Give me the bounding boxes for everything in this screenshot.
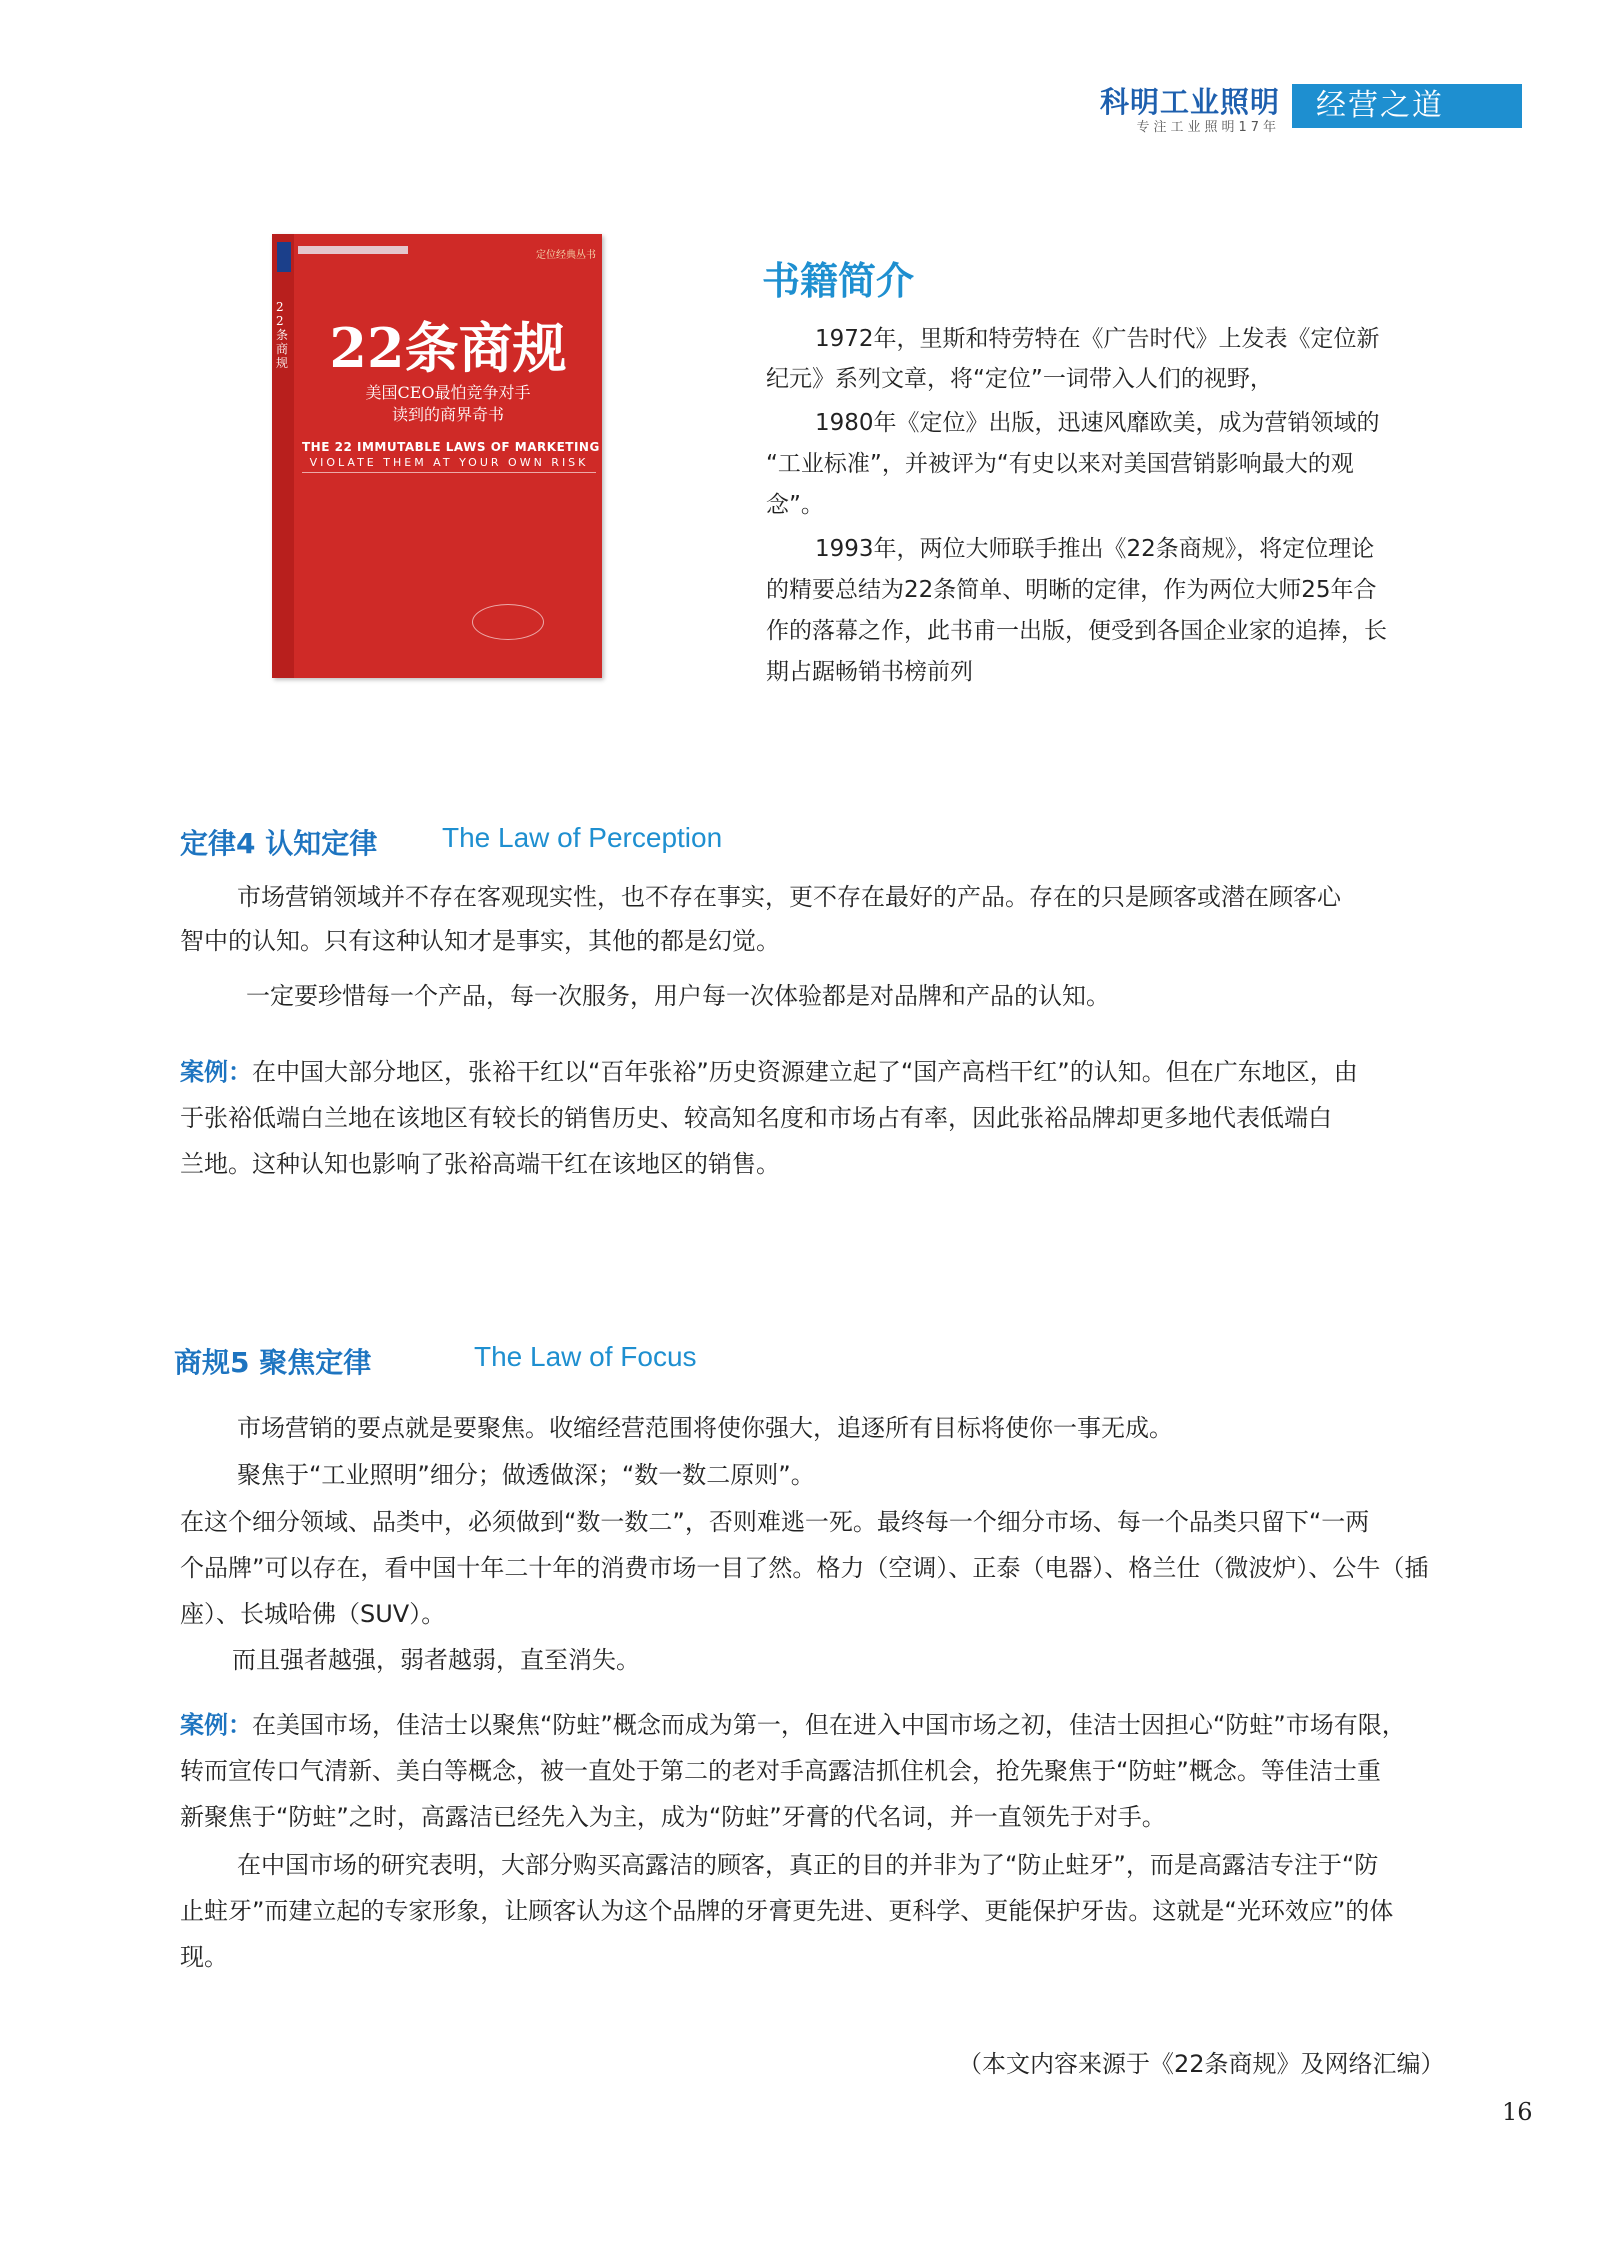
law5-case-line: 转而宣传口气清新、美白等概念，被一直处于第二的老对手高露洁抓住机会，抢先聚焦于“防蛀”概念。等佳洁士重 xyxy=(180,1757,1381,1785)
book-subtitle: 美国CEO最怕竞争对手 xyxy=(365,383,531,402)
law5-case-line: 案例：在美国市场，佳洁士以聚焦“防蛀”概念而成为第一，但在进入中国市场之初，佳洁士因担心“防蛀”市场有限， xyxy=(180,1711,1406,1739)
law5-line: 在这个细分领域、品类中，必须做到“数一数二”，否则难逃一死。最终每一个细分市场、每一个品类只留下“一两 xyxy=(180,1508,1370,1536)
publisher-strip xyxy=(298,246,408,254)
law5-line: 市场营销的要点就是要聚焦。收缩经营范围将使你强大，追逐所有目标将使你一事无成。 xyxy=(237,1414,1173,1442)
law5-case-line: 现。 xyxy=(180,1943,228,1971)
book-spine-title: 22条商规 xyxy=(276,300,289,370)
book-subtitle: 读到的商界奇书 xyxy=(391,405,504,424)
law4-case-line: 案例：在中国大部分地区，张裕干红以“百年张裕”历史资源建立起了“国产高档干红”的认知。但在广东地区，由 xyxy=(180,1058,1358,1086)
law5-case-line: 新聚焦于“防蛀”之时，高露洁已经先入为主，成为“防蛀”牙膏的代名词，并一直领先于对手。 xyxy=(180,1803,1166,1831)
source-note: （本文内容来源于《22条商规》及网络汇编） xyxy=(958,2050,1445,2078)
intro-line: 纪元》系列文章，将“定位”一词带入人们的视野， xyxy=(766,366,1273,392)
book-english-subtitle: VIOLATE THEM AT YOUR OWN RISK xyxy=(309,456,589,469)
book-divider xyxy=(302,472,596,473)
law5-line: 而且强者越强，弱者越弱，直至消失。 xyxy=(232,1646,640,1674)
law5-english-title: The Law of Focus xyxy=(474,1341,697,1372)
intro-line: 1993年，两位大师联手推出《22条商规》，将定位理论 xyxy=(815,536,1375,562)
law5-line: 聚焦于“工业照明”细分；做透做深；“数一数二原则”。 xyxy=(237,1461,815,1489)
intro-heading: 书籍简介 xyxy=(762,259,915,303)
law4-case-line: 兰地。这种认知也影响了张裕高端干红在该地区的销售。 xyxy=(180,1150,780,1178)
book-cover xyxy=(272,234,602,678)
law5-case-line: 止蛀牙”而建立起的专家形象，让顾客认为这个品牌的牙膏更先进、更科学、更能保护牙齿。这就是“光环效应”的体 xyxy=(180,1897,1394,1925)
intro-line: 念”。 xyxy=(766,492,824,518)
publisher-logo-icon xyxy=(472,604,544,640)
law5-heading: 商规5 聚焦定律 xyxy=(174,1346,372,1379)
intro-line: 的精要总结为22条简单、明晰的定律，作为两位大师25年合 xyxy=(766,577,1377,603)
intro-line: “工业标准”，并被评为“有史以来对美国营销影响最大的观 xyxy=(766,451,1354,477)
book-series: 定位经典丛书 xyxy=(536,250,596,261)
page-number: 16 xyxy=(1502,2098,1533,2126)
book-english-title: THE 22 IMMUTABLE LAWS OF MARKETING xyxy=(302,440,600,454)
intro-line: 1972年，里斯和特劳特在《广告时代》上发表《定位新 xyxy=(815,326,1380,352)
section-tag: 经营之道 xyxy=(1316,88,1444,123)
law5-case-line: 在中国市场的研究表明，大部分购买高露洁的顾客，真正的目的并非为了“防止蛀牙”，而是高露洁专注于“防 xyxy=(237,1851,1379,1879)
intro-line: 期占踞畅销书榜前列 xyxy=(766,659,973,685)
case-label: 案例： xyxy=(180,1711,252,1739)
law4-case-line: 于张裕低端白兰地在该地区有较长的销售历史、较高知名度和市场占有率，因此张裕品牌却更多地代表低端白 xyxy=(180,1104,1332,1132)
law4-line: 智中的认知。只有这种认知才是事实，其他的都是幻觉。 xyxy=(180,927,780,955)
law5-line: 个品牌”可以存在，看中国十年二十年的消费市场一目了然。格力（空调）、正泰（电器）、格兰仕（微波炉）、公牛（插 xyxy=(180,1554,1429,1582)
law4-heading: 定律4 认知定律 xyxy=(180,827,378,860)
brand-slogan: 专注工业照明17年 xyxy=(1136,120,1280,135)
law4-english-title: The Law of Perception xyxy=(442,822,723,853)
case-label: 案例： xyxy=(180,1058,252,1086)
brand-name: 科明工业照明 xyxy=(1099,85,1280,119)
law4-line: 一定要珍惜每一个产品，每一次服务，用户每一次体验都是对品牌和产品的认知。 xyxy=(246,982,1110,1010)
intro-line: 作的落幕之作，此书甫一出版，便受到各国企业家的追捧，长 xyxy=(766,618,1387,644)
intro-line: 1980年《定位》出版，迅速风靡欧美，成为营销领域的 xyxy=(815,410,1380,436)
publisher-badge xyxy=(277,242,291,272)
book-title: 22条商规 xyxy=(329,316,567,380)
law4-line: 市场营销领域并不存在客观现实性，也不存在事实，更不存在最好的产品。存在的只是顾客或潜在顾客心 xyxy=(237,883,1341,911)
law5-line: 座）、长城哈佛（SUV）。 xyxy=(180,1600,446,1628)
